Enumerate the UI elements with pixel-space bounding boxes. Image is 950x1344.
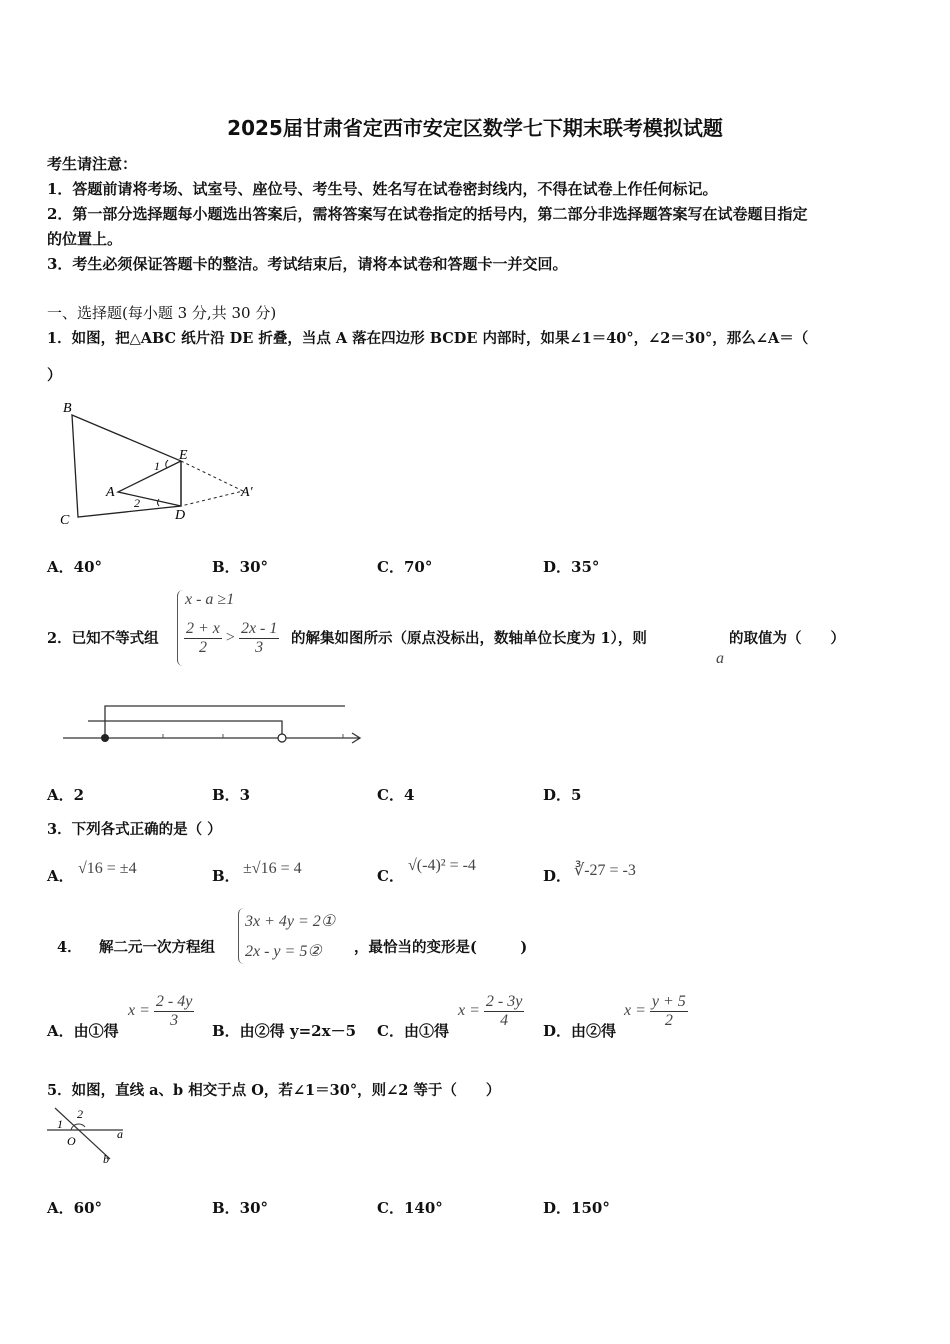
label-D: D: [175, 508, 186, 523]
question-4-number: 4．: [57, 939, 82, 956]
q2-option-b[interactable]: B．3: [212, 786, 251, 804]
q3-option-a-label[interactable]: A．: [47, 867, 74, 885]
q3-option-c-expr: √(-4)² = -4: [408, 857, 476, 874]
notice-item-2: 2．第一部分选择题每小题选出答案后，需将答案写在试卷指定的括号内，第二部分非选择题答案写在试卷题目指定: [47, 205, 808, 223]
q4-option-c-label[interactable]: C．由①得: [377, 1022, 449, 1040]
question-4-suffix: ，最恰当的变形是( ): [354, 939, 528, 956]
label-angle-2: 2: [134, 496, 140, 510]
q4-equation-2: 2x - y = 5②: [245, 943, 322, 960]
q5-label-O: O: [67, 1134, 76, 1148]
q3-option-a-expr: √16 = ±4: [78, 860, 137, 877]
q1-option-b[interactable]: B．30°: [212, 558, 269, 576]
page-title: 2025届甘肃省定西市安定区数学七下期末联考模拟试题: [227, 116, 723, 140]
q1-triangle-figure: [55, 395, 270, 530]
q5-label-1: 1: [57, 1117, 63, 1131]
section-heading: 一、选择题(每小题 3 分,共 30 分): [47, 304, 277, 322]
q1-option-d[interactable]: D．35°: [543, 558, 600, 576]
label-B: B: [63, 401, 72, 416]
q4-option-c-expr: x = $\frac{2 - 3y}{4}$: [458, 993, 523, 1029]
label-E: E: [179, 448, 188, 463]
q2-option-d[interactable]: D．5: [543, 786, 582, 804]
q2-inequality-1: x - a ≥1: [185, 591, 235, 608]
q5-label-a: a: [117, 1127, 123, 1141]
q5-option-d[interactable]: D．150°: [543, 1199, 610, 1217]
q5-label-2: 2: [77, 1107, 83, 1121]
q2-inequality-2: $\frac{2 + x}{2}$ > $\frac{2x - 1}{3}$: [186, 620, 278, 656]
q4-equation-1: 3x + 4y = 2①: [245, 913, 336, 930]
notice-item-2-cont: 的位置上。: [47, 230, 123, 248]
q2-option-c[interactable]: C．4: [377, 786, 415, 804]
question-5-text: 5．如图，直线 a、b 相交于点 O，若∠1＝30°，则∠2 等于（ ）: [47, 1082, 501, 1099]
q3-option-d-label[interactable]: D．: [543, 867, 572, 885]
q3-option-c-label[interactable]: C．: [377, 867, 404, 885]
question-2-suffix: 的解集如图所示（原点没标出，数轴单位长度为 1），则: [291, 630, 647, 647]
label-C: C: [60, 513, 70, 528]
q3-option-b-expr: ±√16 = 4: [243, 860, 302, 877]
q5-option-a[interactable]: A．60°: [47, 1199, 103, 1217]
question-2-suffix-2: 的取值为（ ）: [729, 630, 845, 647]
label-angle-1: 1: [154, 459, 160, 473]
notice-heading: 考生请注意：: [47, 155, 138, 173]
q2-variable-a: a: [716, 650, 724, 667]
question-3-text: 3．下列各式正确的是（ ）: [47, 821, 222, 838]
notice-item-3: 3．考生必须保证答题卡的整洁。考试结束后，请将本试卷和答题卡一并交回。: [47, 255, 568, 273]
label-A: A: [106, 485, 115, 500]
q4-system-brace: [238, 908, 245, 964]
q4-option-b[interactable]: B．由②得 y=2x－5: [212, 1022, 357, 1040]
q3-option-b-label[interactable]: B．: [212, 867, 240, 885]
q5-intersecting-lines-figure: [45, 1103, 130, 1165]
q5-label-b: b: [103, 1152, 109, 1165]
q4-option-a-label[interactable]: A．由①得: [47, 1022, 119, 1040]
q4-option-d-expr: x = $\frac{y + 5}{2}$: [624, 993, 686, 1029]
q1-option-a[interactable]: A．40°: [47, 558, 103, 576]
notice-item-1: 1．答题前请将考场、试室号、座位号、考生号、姓名写在试卷密封线内，不得在试卷上作任何标记。: [47, 180, 718, 198]
question-1-text-cont: ）: [47, 367, 62, 384]
label-A-prime: A′: [241, 485, 253, 500]
q1-option-c[interactable]: C．70°: [377, 558, 433, 576]
q5-option-b[interactable]: B．30°: [212, 1199, 269, 1217]
q4-option-a-expr: x = $\frac{2 - 4y}{3}$: [128, 993, 193, 1029]
q4-option-d-label[interactable]: D．由②得: [543, 1022, 617, 1040]
q3-option-d-expr: ∛-27 = -3: [574, 862, 636, 879]
q5-option-c[interactable]: C．140°: [377, 1199, 443, 1217]
q2-number-line: [55, 700, 375, 750]
question-4-prefix: 解二元一次方程组: [99, 939, 215, 956]
question-2-prefix: 2．已知不等式组: [47, 630, 159, 647]
question-1-text: 1．如图，把△ABC 纸片沿 DE 折叠，当点 A 落在四边形 BCDE 内部时，如果∠1＝40°，∠2＝30°，那么∠A＝（: [47, 330, 809, 347]
q2-option-a[interactable]: A．2: [47, 786, 85, 804]
system-brace: [177, 590, 184, 666]
